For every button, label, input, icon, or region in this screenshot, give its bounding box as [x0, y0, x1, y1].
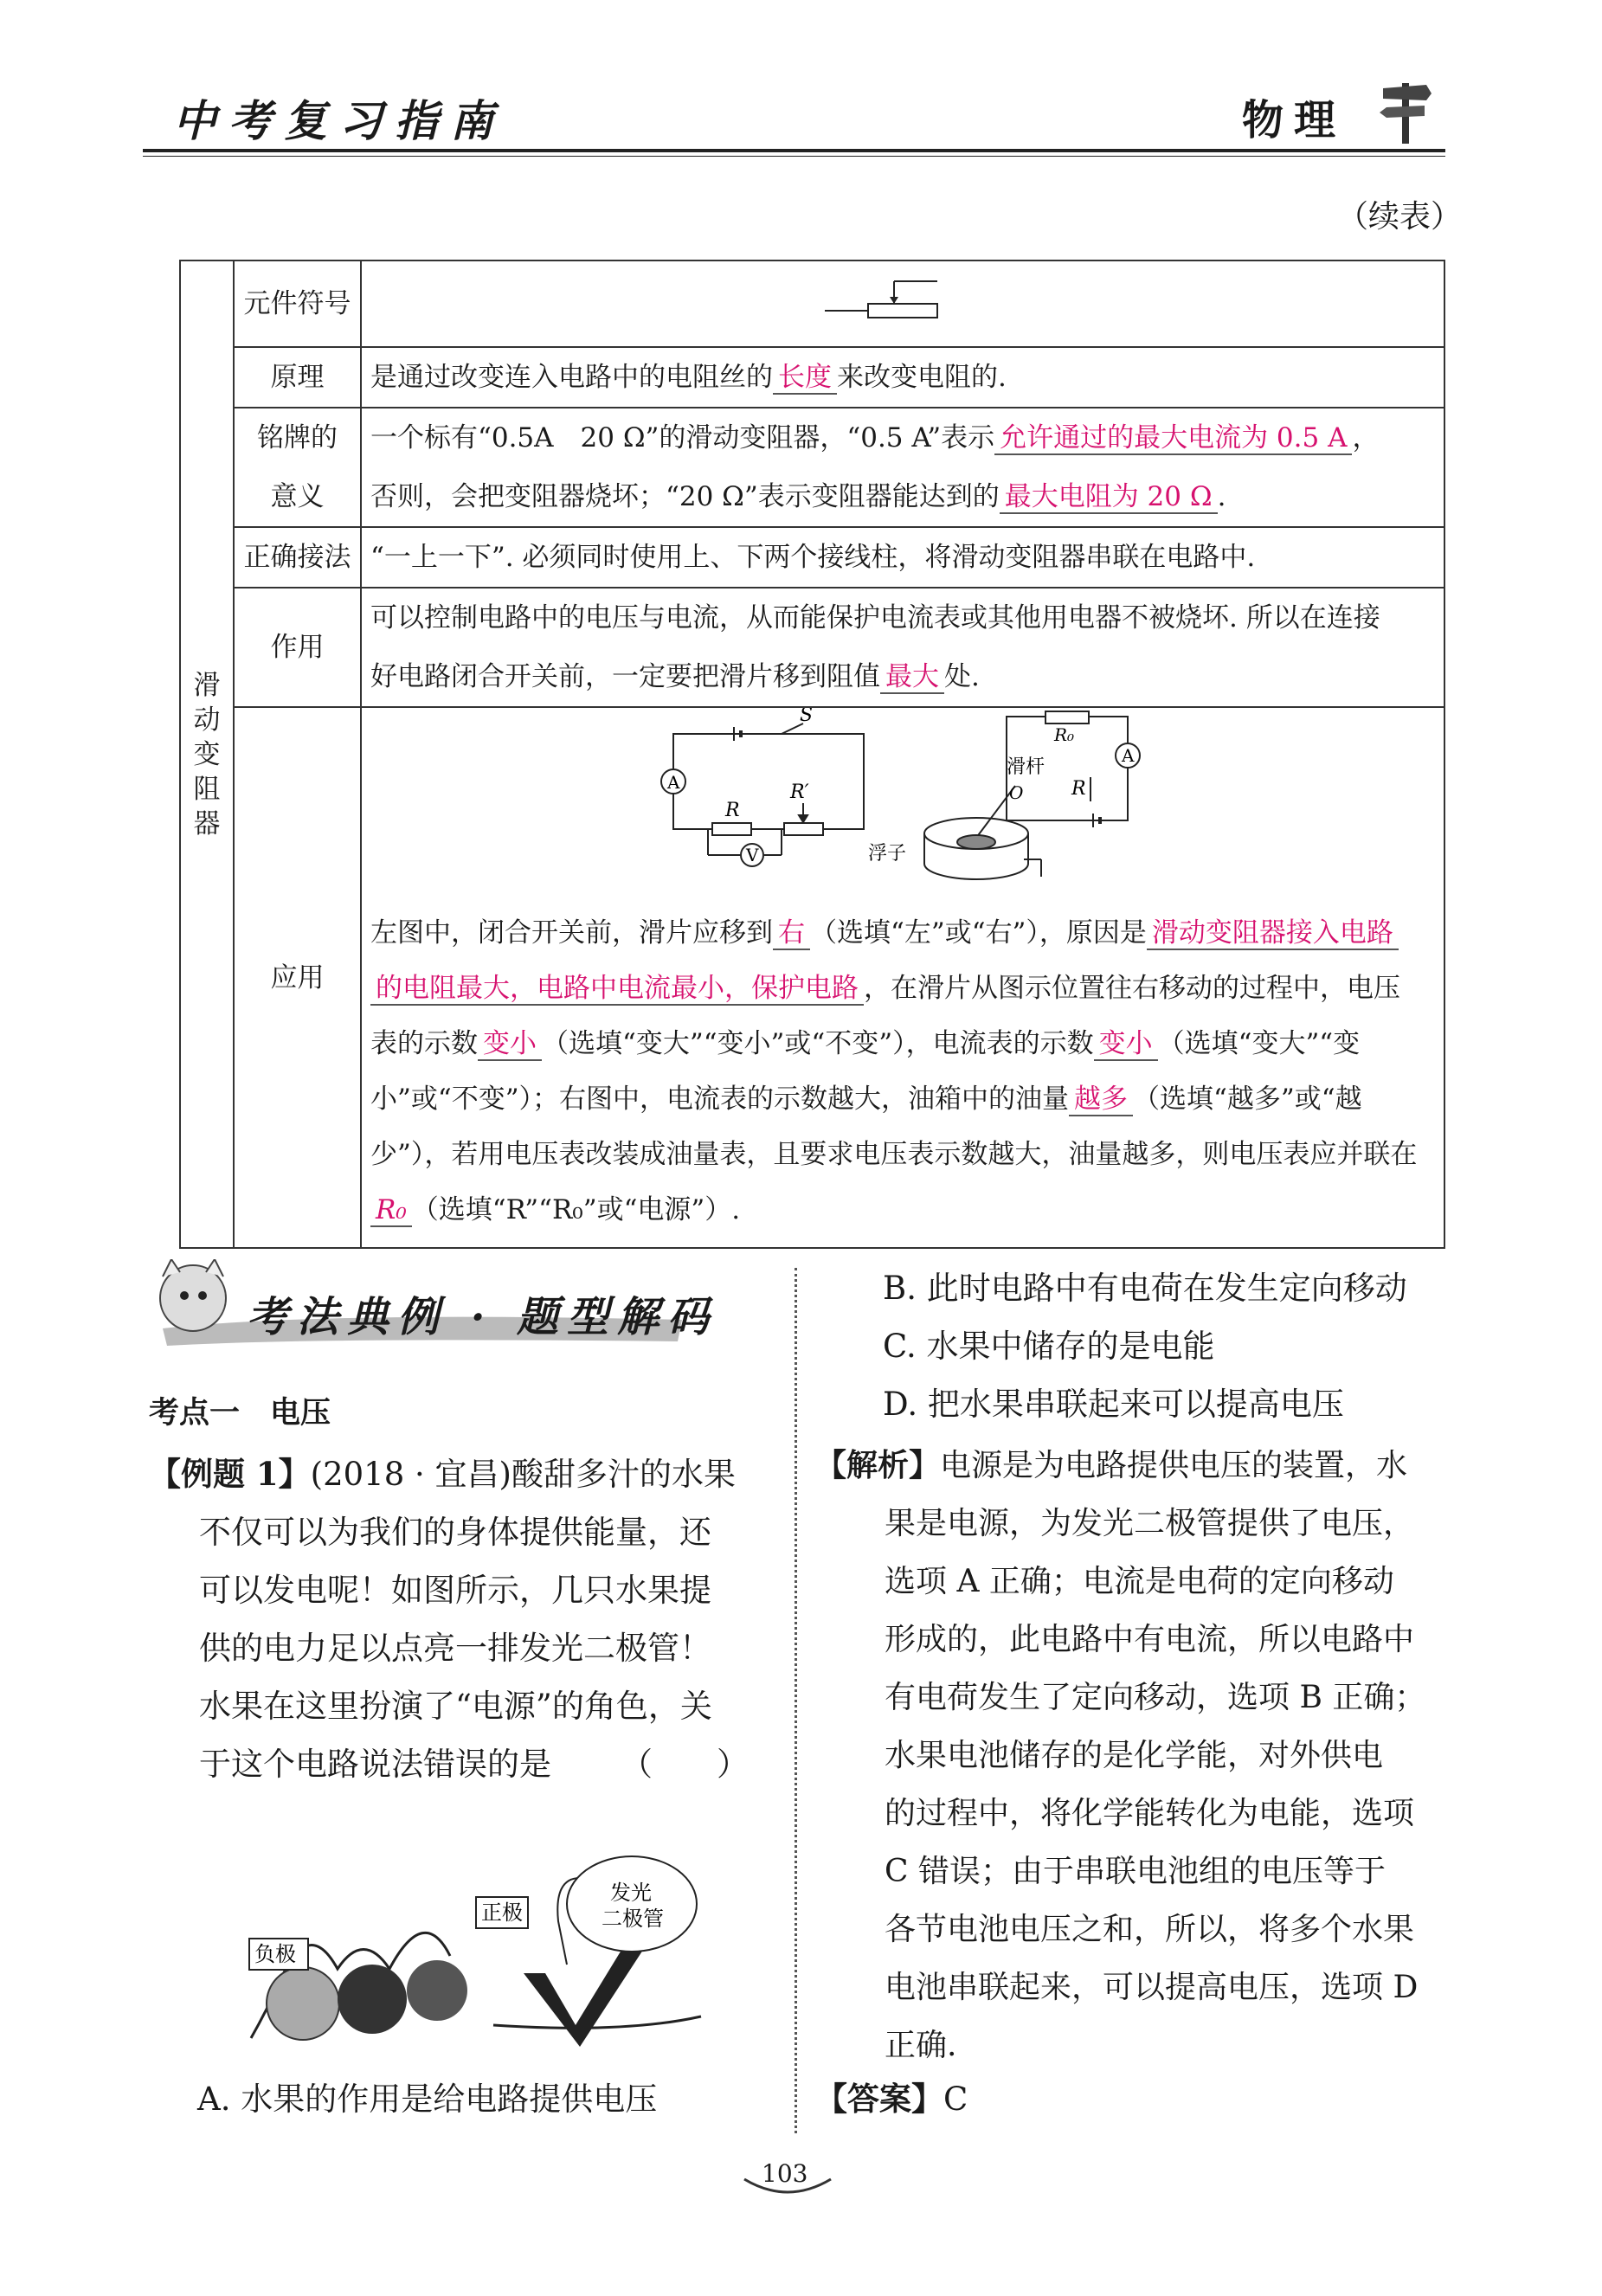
- text-span: 一个标有“0.5A 20 Ω”的滑动变阻器，“0.5 A”表示: [370, 422, 995, 453]
- led-label-1: 发光: [610, 1881, 652, 1905]
- group-char: 器: [193, 807, 221, 839]
- question-line: 水果在这里扮演了“电源”的角色，关: [199, 1688, 712, 1725]
- table-row-principle: [180, 347, 1444, 408]
- right-options: [883, 1259, 1454, 1433]
- page-number: 103: [762, 2159, 808, 2188]
- group-char: 阻: [193, 773, 221, 805]
- header-rule-thin: [143, 156, 1445, 157]
- text-span: （选填“越多”或“越: [1133, 1084, 1362, 1115]
- negative-label: 负极: [254, 1942, 296, 1966]
- answer-blank: 允许通过的最大电流为 0.5 A: [994, 422, 1352, 455]
- text-span: 否则，会把变阻器烧坏；“20 Ω”表示变阻器能达到的: [370, 481, 1000, 512]
- row-label: 元件符号: [234, 260, 361, 347]
- table-row-application: [180, 707, 1444, 1248]
- answer-bracket: （ ）: [621, 1746, 749, 1783]
- row-label: 正确接法: [234, 527, 361, 588]
- row-label: 应用: [234, 707, 361, 1248]
- group-char: 滑: [193, 669, 221, 701]
- option-c: C. 水果中储存的是电能: [883, 1328, 1215, 1365]
- mascot-icon: [160, 1265, 226, 1331]
- answer-block: [815, 2073, 968, 2119]
- led-label-2: 二极管: [602, 1907, 664, 1931]
- group-char: 动: [193, 704, 221, 736]
- answer-blank: 变小: [478, 1028, 542, 1061]
- rheostat-symbol-cell: [361, 260, 1444, 347]
- table-row-connection: [180, 527, 1444, 588]
- row-label: 原理: [234, 347, 361, 408]
- answer-blank: 长度: [773, 362, 837, 395]
- ammeter-label: A: [667, 772, 680, 793]
- ammeter2-label: A: [1122, 745, 1135, 766]
- table-row-nameplate: [180, 408, 1444, 527]
- rheostat-symbol-icon: [816, 274, 989, 326]
- r-label: R: [1071, 778, 1086, 800]
- analysis-line: 选项 A 正确；电流是电荷的定向移动: [885, 1564, 1394, 1599]
- text-span: ，在滑片从图示位置往右移动的过程中，电压: [864, 973, 1400, 1004]
- table-row-symbol: [180, 260, 1444, 347]
- signpost-icon: [1376, 76, 1437, 145]
- subject-title: 物理: [1242, 96, 1347, 145]
- analysis-line: C 错误；由于串联电池组的电压等于: [885, 1854, 1386, 1889]
- group-label-cell: [180, 260, 234, 1248]
- text-span: 左图中，闭合开关前，滑片应移到: [370, 917, 773, 949]
- text-span: 好电路闭合开关前，一定要把滑片移到阻值: [370, 661, 880, 692]
- text-span: （选填“左”或“右”），原因是: [810, 917, 1147, 949]
- rheostat-label: R′: [790, 781, 809, 803]
- analysis-line: 果是电源，为发光二极管提供了电压，: [885, 1506, 1415, 1541]
- application-paragraph: [370, 905, 1435, 1238]
- answer-blank: 变小: [1094, 1028, 1158, 1061]
- option-b: B. 此时电路中有电荷在发生定向移动: [883, 1270, 1407, 1307]
- right-circuit: [924, 711, 1140, 879]
- text-span: 来改变电阻的.: [837, 362, 1007, 393]
- answer-blank: 右: [773, 917, 810, 950]
- switch-label: S: [800, 708, 814, 726]
- analysis-line: 电池串联起来，可以提高电压，选项 D: [885, 1970, 1419, 2005]
- row-label: 作用: [234, 588, 361, 707]
- answer-value: C: [943, 2081, 968, 2118]
- analysis-line: 的过程中，将化学能转化为电能，选项: [885, 1796, 1415, 1831]
- table-row-function: [180, 588, 1444, 707]
- text-span: （选填“变大”“变小”或“不变”），电流表的示数: [542, 1028, 1094, 1059]
- function-text: [361, 588, 1444, 707]
- question-line: 可以发电呢！如图所示，几只水果提: [199, 1572, 711, 1609]
- header-rule: [143, 149, 1445, 152]
- application-circuit-diagrams: [370, 708, 1426, 890]
- option-d: D. 把水果串联起来可以提高电压: [883, 1386, 1344, 1423]
- principle-text: [361, 347, 1444, 408]
- option-a: A. 水果的作用是给电路提供电压: [197, 2081, 658, 2118]
- resistor-label: R: [725, 800, 740, 821]
- question-line: 不仅可以为我们的身体提供能量，还: [199, 1514, 711, 1551]
- text-line: 可以控制电路中的电压与电流，从而能保护电流表或其他用电器不被烧坏. 所以在连接: [370, 602, 1380, 633]
- column-divider: [795, 1268, 797, 2133]
- text-span: （选填“变大”“变: [1157, 1028, 1361, 1059]
- example-tag: 【例题 1】: [149, 1455, 311, 1493]
- label-line: 意义: [270, 481, 325, 512]
- rod-label: 滑杆: [1007, 756, 1045, 778]
- question-line: 于这个电路说法错误的是: [199, 1746, 551, 1783]
- answer-blank: 越多: [1069, 1084, 1133, 1116]
- analysis-tag: 【解析】: [815, 1447, 941, 1483]
- answer-tag: 【答案】: [815, 2080, 943, 2118]
- text-line: 少”），若用电压表改装成油量表，且要求电压表示数越大，油量越多，则电压表应并联在: [370, 1139, 1418, 1170]
- row-label: [234, 408, 361, 527]
- group-char: 变: [193, 738, 221, 770]
- book-title: 中考复习指南: [173, 95, 505, 146]
- label-line: 铭牌的: [257, 422, 338, 453]
- pivot-label: O: [1009, 782, 1024, 803]
- continued-label: （续表）: [1337, 199, 1463, 235]
- answer-blank: 最大: [880, 661, 944, 694]
- answer-blank: 的电阻最大，电路中电流最小，保护电路: [370, 973, 864, 1006]
- text-span: 表的示数: [370, 1028, 478, 1059]
- answer-blank: 滑动变阻器接入电路: [1147, 917, 1399, 950]
- answer-blank: 最大电阻为 20 Ω: [1000, 481, 1218, 514]
- question-line: 供的电力足以点亮一排发光二极管！: [199, 1630, 711, 1667]
- analysis-line: 水果电池储存的是化学能，对外供电: [885, 1738, 1384, 1773]
- float-label: 浮子: [868, 843, 907, 865]
- text-span: （选填“R”“R₀”或“电源”）.: [411, 1194, 741, 1225]
- text-span: 处.: [944, 661, 980, 692]
- answer-blank: R₀: [370, 1194, 412, 1227]
- r0-label: R₀: [1054, 724, 1075, 745]
- voltmeter-label: V: [746, 845, 759, 865]
- example-question: [149, 1445, 772, 1793]
- rheostat-table: [179, 260, 1445, 1249]
- connection-text: “一上一下”. 必须同时使用上、下两个接线柱，将滑动变阻器串联在电路中.: [361, 527, 1444, 588]
- application-cell: [361, 707, 1444, 1248]
- analysis-line: 有电荷发生了定向移动，选项 B 正确；: [885, 1680, 1426, 1715]
- text-span: ，: [1352, 422, 1380, 453]
- analysis-line: 正确.: [885, 2028, 957, 2063]
- analysis-block: [815, 1437, 1447, 2074]
- analysis-line: 形成的，此电路中有电流，所以电路中: [885, 1622, 1415, 1657]
- section-title: 考法典例 · 题型解码: [247, 1293, 718, 1341]
- text-span: .: [1217, 481, 1226, 512]
- point-title: 考点一 电压: [149, 1395, 331, 1431]
- fruit-battery-figure: [216, 1817, 753, 2051]
- question-line: (2018 · 宜昌)酸甜多汁的水果: [310, 1456, 736, 1493]
- analysis-line: 各节电池电压之和，所以，将多个水果: [885, 1912, 1415, 1947]
- text-span: 是通过改变连入电路中的电阻丝的: [370, 362, 773, 393]
- left-circuit: [661, 724, 864, 866]
- analysis-line: 电源是为电路提供电压的装置，水: [940, 1448, 1408, 1483]
- positive-label: 正极: [481, 1900, 523, 1925]
- text-span: 小”或“不变”）；右图中，电流表的示数越大，油箱中的油量: [370, 1084, 1070, 1115]
- nameplate-text: [361, 408, 1444, 527]
